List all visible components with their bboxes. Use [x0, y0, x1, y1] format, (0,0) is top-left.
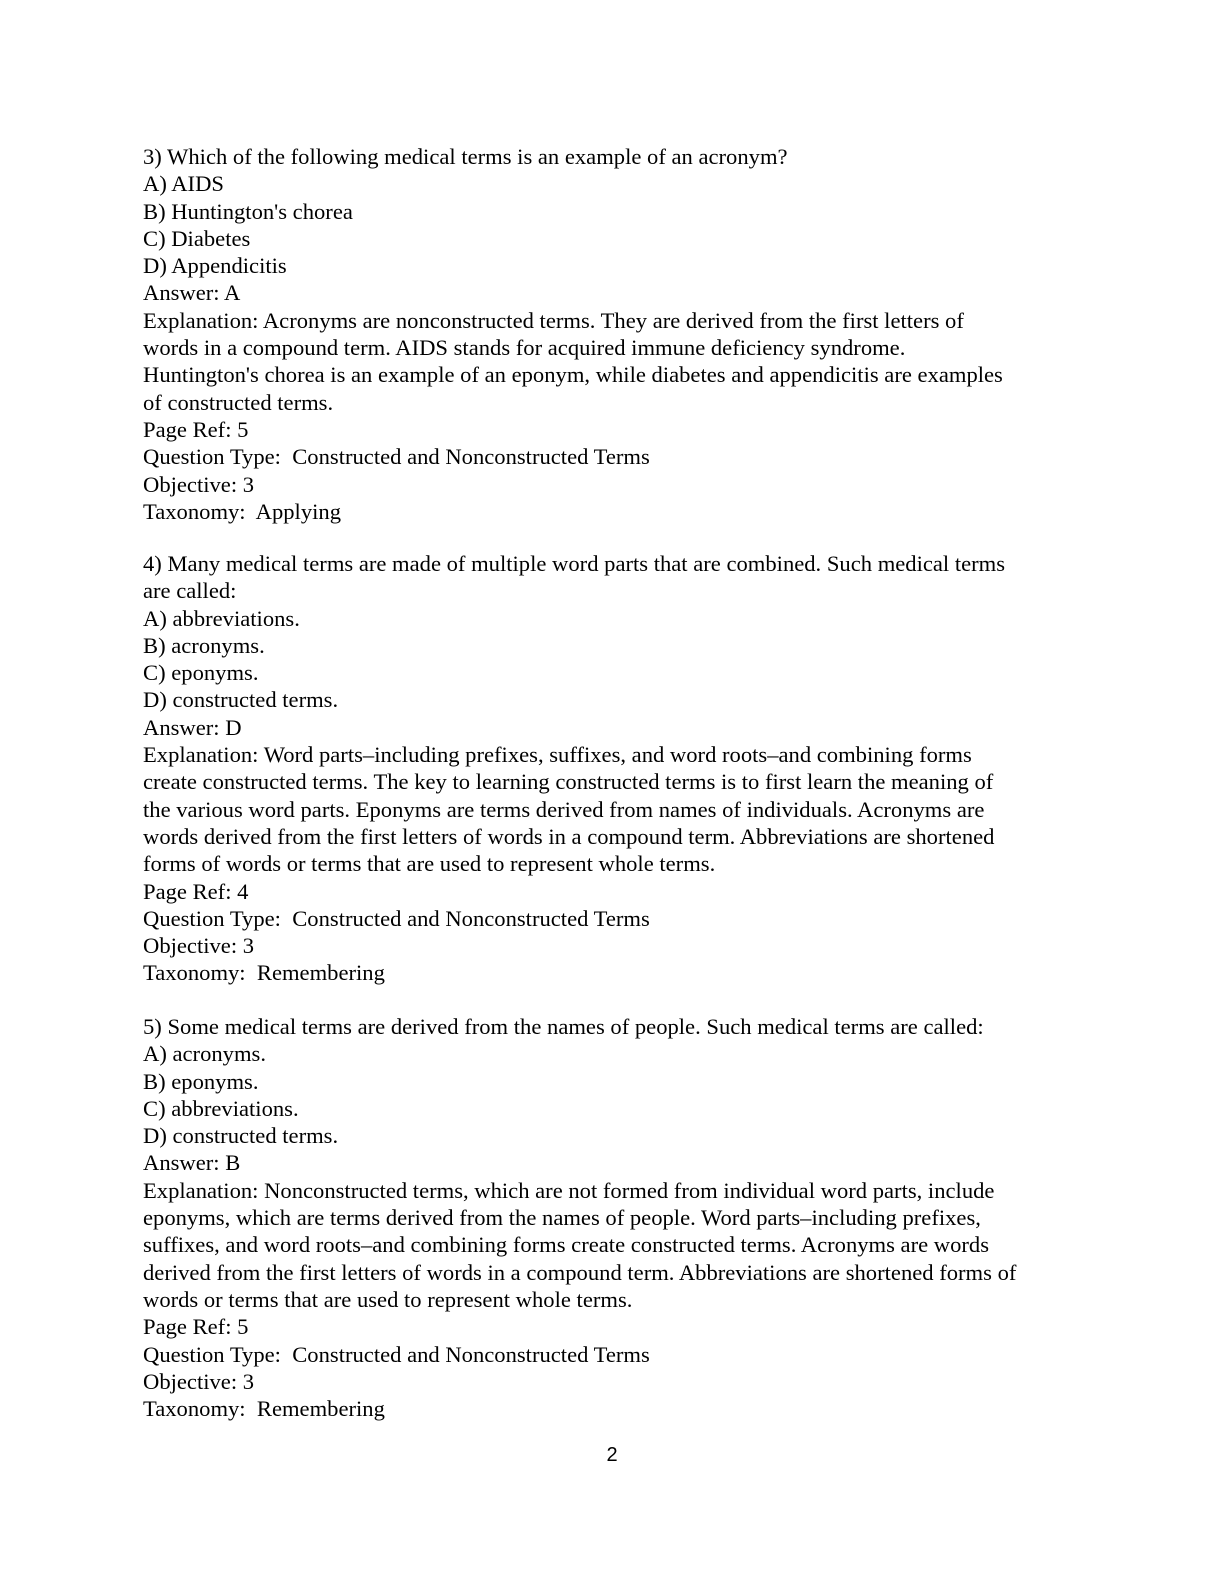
explanation-line: words in a compound term. AIDS stands for acquired immune deficiency syndrome.: [143, 335, 906, 361]
option-d: D) constructed terms.: [143, 1123, 339, 1149]
option-a: A) AIDS: [143, 171, 224, 197]
objective: Objective: 3: [143, 1368, 255, 1394]
page-ref: Page Ref: 4: [143, 878, 249, 904]
explanation-line: of constructed terms.: [143, 389, 334, 415]
objective: Objective: 3: [143, 933, 255, 959]
explanation-line: Explanation: Word parts–including prefixes, suffixes, and word roots–and combining forms: [143, 742, 972, 768]
page-ref: Page Ref: 5: [143, 1314, 249, 1340]
explanation-line: Explanation: Acronyms are nonconstructed terms. They are derived from the first letters of: [143, 307, 964, 333]
option-a: A) abbreviations.: [143, 605, 300, 631]
option-c: C) eponyms.: [143, 660, 259, 686]
page-ref: Page Ref: 5: [143, 416, 249, 442]
taxonomy: Taxonomy: Applying: [143, 498, 341, 524]
question-prompt: 5) Some medical terms are derived from the names of people. Such medical terms are called:: [143, 1014, 984, 1039]
objective: Objective: 3: [143, 471, 255, 497]
explanation-line: derived from the first letters of words in a compound term. Abbreviations are shortened forms of: [143, 1259, 1017, 1285]
question-prompt: 3) Which of the following medical terms is an example of an acronym?: [143, 144, 788, 169]
explanation-line: the various word parts. Eponyms are terms derived from names of individuals. Acronyms are: [143, 796, 985, 822]
explanation-line: create constructed terms. The key to learning constructed terms is to first learn the meaning of: [143, 769, 994, 795]
option-b: B) eponyms.: [143, 1068, 259, 1094]
option-d: D) Appendicitis: [143, 253, 287, 279]
explanation-line: Explanation: Nonconstructed terms, which are not formed from individual word parts, include: [143, 1177, 995, 1203]
question-prompt: 4) Many medical terms are made of multiple word parts that are combined. Such medical terms: [143, 551, 1006, 576]
question-prompt: are called:: [143, 578, 237, 604]
explanation-line: words derived from the first letters of words in a compound term. Abbreviations are shortened: [143, 823, 995, 849]
explanation-line: words or terms that are used to represent whole terms.: [143, 1286, 633, 1312]
option-d: D) constructed terms.: [143, 687, 339, 713]
option-a: A) acronyms.: [143, 1041, 266, 1067]
question-type: Question Type: Constructed and Nonconstructed Terms: [143, 905, 650, 931]
explanation-line: forms of words or terms that are used to represent whole terms.: [143, 851, 716, 877]
explanation-line: Huntington's chorea is an example of an eponym, while diabetes and appendicitis are examples: [143, 362, 1003, 388]
answer: Answer: A: [143, 280, 241, 306]
option-b: B) Huntington's chorea: [143, 198, 353, 224]
option-c: C) Diabetes: [143, 225, 251, 251]
answer: Answer: B: [143, 1150, 241, 1176]
option-b: B) acronyms.: [143, 632, 265, 658]
question-type: Question Type: Constructed and Nonconstructed Terms: [143, 444, 650, 470]
question-type: Question Type: Constructed and Nonconstructed Terms: [143, 1341, 650, 1367]
question-4: [143, 550, 1073, 987]
option-c: C) abbreviations.: [143, 1095, 299, 1121]
taxonomy: Taxonomy: Remembering: [143, 1396, 385, 1422]
explanation-line: suffixes, and word roots–and combining forms create constructed terms. Acronyms are words: [143, 1232, 990, 1258]
answer: Answer: D: [143, 714, 242, 740]
explanation-line: eponyms, which are terms derived from the names of people. Word parts–including prefixes,: [143, 1205, 981, 1231]
question-5: [143, 1013, 1073, 1422]
page-number: 2: [606, 1444, 618, 1466]
question-3: [143, 143, 1073, 525]
taxonomy: Taxonomy: Remembering: [143, 960, 385, 986]
